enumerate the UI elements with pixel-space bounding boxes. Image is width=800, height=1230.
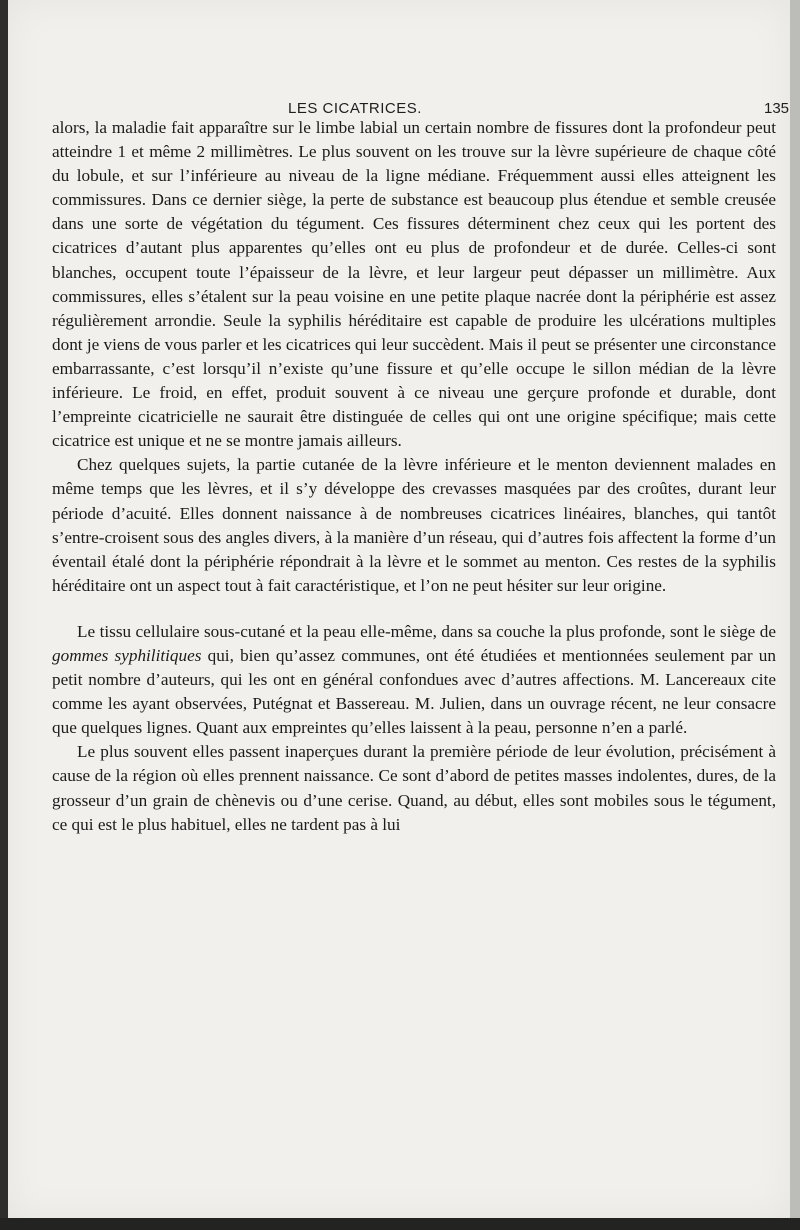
paragraph-3-text-end: qui, bien qu’assez communes, ont été étudiées et mentionnées seulement par un petit nombre d’auteurs, qui les ont en général confondues avec d’autres affections. M. Lancereaux cite comme les ayant observées, Putégnat et Bassereau. M. Julien, dans un ouvrage récent, ne leur consacre que quelques lignes. Quant aux empreintes qu’elles laissent à la peau, personne n’en a parlé. xyxy=(52,645,776,738)
paragraph-4: Le plus souvent elles passent inaperçues durant la première période de leur évolution, précisément à cause de la région où elles prennent naissance. Ce sont d’abord de petites masses indolentes, dures, de la grosseur d’un grain de chènevis ou d’une cerise. Quand, au début, elles sont mobiles sous le tégument, ce qui est le plus habituel, elles ne tardent pas à lui xyxy=(52,742,776,834)
book-page xyxy=(8,0,790,1218)
scan-bottom-edge xyxy=(0,1218,800,1230)
body-text xyxy=(52,116,776,837)
paragraph-2: Chez quelques sujets, la partie cutanée de la lèvre inférieure et le menton deviennent malades en même temps que les lèvres, et il s’y développe des crevasses masquées par des croûtes, durant leur période d’acuité. Elles donnent naissance à de nombreuses cicatrices linéaires, blanches, qui tantôt s’entre-croisent sous des angles divers, à la manière d’un réseau, qui d’autres fois affectent la forme d’un éventail étalé dont la périphérie répondrait à la lèvre et le sommet au menton. Ces restes de la syphilis héréditaire ont un aspect tout à fait caractéristique, et l’on ne peut hésiter sur leur origine. xyxy=(52,455,776,595)
running-title: LES CICATRICES. xyxy=(288,100,422,117)
paragraph-3 xyxy=(52,620,776,740)
scan-left-edge xyxy=(0,0,8,1230)
paragraph-3-text-start: Le tissu cellulaire sous-cutané et la peau elle-même, dans sa couche la plus profonde, sont le siège de xyxy=(77,621,776,641)
page-number: 135 xyxy=(764,100,790,117)
paragraph-3-italic-term: gommes syphilitiques xyxy=(52,645,202,665)
paragraph-1: alors, la maladie fait apparaître sur le limbe labial un certain nombre de fissures dont la profondeur peut atteindre 1 et même 2 millimètres. Le plus souvent on les trouve sur la lèvre supérieure de chaque côté du lobule, et sur l’inférieure au niveau de la ligne médiane. Fréquemment aussi elles atteignent les commissures. Dans ce dernier siège, la perte de substance est beaucoup plus étendue et semble creusée dans une sorte de végétation du tégument. Ces fissures déterminent chez ceux qui les portent des cicatrices d’autant plus apparentes qu’elles ont eu plus de profondeur et de durée. Celles-ci sont blanches, occupent toute l’épaisseur de la lèvre, et leur largeur peut dépasser un millimètre. Aux commissures, elles s’étalent sur la peau voisine en une petite plaque nacrée dont la périphérie est assez régulièrement arrondie. Seule la syphilis héréditaire est capable de produire les ulcérations multiples dont je viens de vous parler et les cicatrices qui leur succèdent. Mais il peut se présenter une circonstance embarrassante, c’est lorsqu’il n’existe qu’une fissure et qu’elle occupe le sillon médian de la lèvre inférieure. Le froid, en effet, produit souvent à ce niveau une gerçure profonde et durable, dont l’empreinte cicatricielle ne saurait être distinguée de celles qui ont une origine spécifique; mais cette cicatrice est unique et ne se montre jamais ailleurs. xyxy=(52,118,776,451)
scan-right-edge xyxy=(790,0,800,1230)
